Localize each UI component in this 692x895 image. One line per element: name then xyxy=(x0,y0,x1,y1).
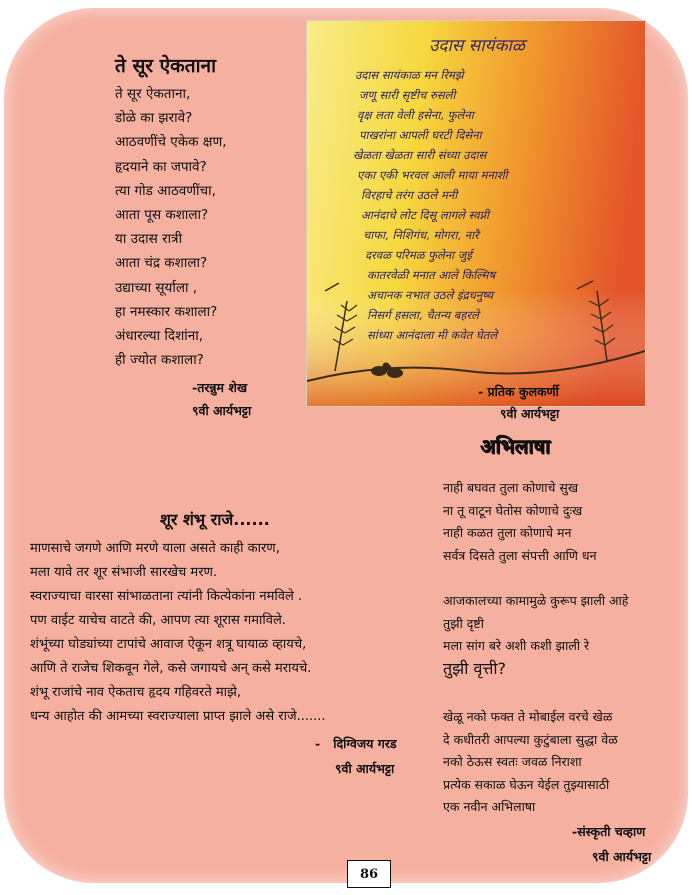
painting-line: सांध्या आनंदाला मी कवेत घेतले xyxy=(367,328,498,342)
poem-line: नको ठेऊस स्वतः जवळ निराशा xyxy=(443,754,582,769)
painting-class: ९वी आर्यभट्टा xyxy=(500,406,560,421)
poem-line: तुझी वृत्ती? xyxy=(443,658,507,678)
painting-line: पाखरांना आपली घरटी दिसेना xyxy=(359,128,482,142)
poem2-stanza-3 xyxy=(443,706,618,819)
painting-line: दरवळ परिमळ फुलेना जुई xyxy=(365,248,472,262)
poem-line: धन्य आहोत की आमच्या स्वराज्याला प्राप्त झाले असे राजे....... xyxy=(30,709,326,724)
poem-line: तुझी दृष्टी xyxy=(443,615,484,631)
poem2-title: अभिलाषा xyxy=(480,434,550,458)
poem-line: नाही कळत तुला कोणाचे मन xyxy=(443,525,572,540)
painting-svg xyxy=(307,21,645,406)
painting-title: उदास सायंकाळ xyxy=(429,36,525,56)
poem3-class: ९वी आर्यभट्टा xyxy=(335,761,395,776)
poem-line: ही ज्योत कशाला? xyxy=(115,352,204,369)
poem-line: ते सूर ऐकताना, xyxy=(115,86,191,102)
poem1-title: ते सूर ऐकताना xyxy=(115,55,216,77)
painting-line: चाफा, निशिगंध, मोगरा, नारै xyxy=(363,228,479,242)
poem-line: आणि ते राजेच शिकवून गेले, कसे जगायचे अन् कसे मरायचे. xyxy=(30,661,312,676)
poem-painting xyxy=(306,20,646,407)
poem-line: स्वराज्याचा वारसा सांभाळताना त्यांनी कित्येकांना नमविले . xyxy=(30,589,303,604)
painting-line: वृक्ष लता वेली हसेना, फुलेना xyxy=(357,108,474,122)
page-number: 86 xyxy=(347,860,391,888)
poem2-author: -संस्कृती चव्हाण xyxy=(572,824,646,839)
painting-line: कातरवेळी मनात आले किल्मिष xyxy=(367,268,496,282)
poem-line: हृदयाने का जपावे? xyxy=(115,158,207,175)
poem2-class: ९वी आर्यभट्टा xyxy=(592,849,652,864)
poem-line: डोळे का झरावे? xyxy=(115,110,193,127)
painting-line: विरहाचे तरंग उठले मनी xyxy=(361,188,458,202)
poem-line: दे कधीतरी आपल्या कुटुंबाला सुद्धा वेळ xyxy=(443,731,618,747)
poem2-stanza-2 xyxy=(443,590,628,680)
painting-line: निसर्ग हसला, चैतन्य बहरले xyxy=(367,308,479,322)
poem-line: माणसाचे जगणे आणि मरणे याला असते काही कारण, xyxy=(30,541,280,556)
poem-line: या उदास रात्री xyxy=(115,231,183,248)
poem-line: ना तू वाटून घेतोस कोणाचे दुःख xyxy=(443,502,583,518)
poem3-author: - दिग्विजय गरड xyxy=(315,736,397,751)
poem-line: अंधारल्या दिशांना, xyxy=(115,328,204,345)
poem-line: उद्याच्या सूर्याला , xyxy=(115,279,198,296)
poem3-body xyxy=(30,537,326,729)
poem-line: शंभू राजांचे नाव ऐकताच हृदय गहिवरते माझे, xyxy=(30,685,241,700)
poem1-class: ९वी आर्यभट्टा xyxy=(192,403,252,418)
poem3-title: शूर शंभू राजे...... xyxy=(160,510,270,529)
painting-line: अचानक नभात उठले इंद्रधनुष्य xyxy=(367,288,493,302)
poem-line: आता चंद्र कशाला? xyxy=(115,255,208,272)
painting-line: खेळता खेळता सारी संध्या उदास xyxy=(353,148,487,162)
poem-line: मला सांग बरे अशी कशी झाली रे xyxy=(443,638,590,653)
poem-line: हा नमस्कार कशाला? xyxy=(115,303,218,320)
poem-line: एक नवीन अभिलाषा xyxy=(443,799,536,814)
poem-line: खेळू नको फक्त ते मोबाईल वरचे खेळ xyxy=(443,709,613,724)
poem1-body xyxy=(115,82,227,372)
painting-line: आनंदाचे लोट दिसू लागले स्वप्नी xyxy=(361,208,490,222)
poem-line: मला यावे तर शूर संभाजी सारखेच मरण. xyxy=(30,565,218,580)
poem2-stanza-1 xyxy=(443,477,597,567)
poem-line: नाही बघवत तुला कोणाचे सुख xyxy=(443,480,579,495)
poem-line: पण वाईट याचेच वाटते की, आपण त्या शूरास गमाविले. xyxy=(30,613,286,628)
poem-line: आता पूस कशाला? xyxy=(115,207,209,224)
poem-line: त्या गोड आठवणींचा, xyxy=(115,182,216,199)
poem-line: आजकालच्या कामामुळे कुरूप झाली आहे xyxy=(443,593,629,608)
poem-line: शंभूंच्या घोड्यांच्या टापांचे आवाज ऐकून शत्रू घायाळ व्हायचे, xyxy=(30,637,307,652)
painting-line: उदास सायंकाळ मन रिमझे xyxy=(355,68,464,82)
painting-line: जणू सारी सृष्टीच रुसली xyxy=(359,88,456,102)
painting-author: - प्रतिक कुलकर्णी xyxy=(478,384,559,399)
poem-line: प्रत्येक सकाळ घेऊन येईल तुझ्यासाठी xyxy=(443,776,610,792)
painting-line: एका एकी भरवल आली माया मनाशी xyxy=(357,168,508,182)
poem1-author: -तरन्नुम शेख xyxy=(192,380,248,395)
painting-author-name: प्रतिक कुलकर्णी xyxy=(487,384,559,399)
poem-line: सर्वत्र दिसते तुला संपत्ती आणि धन xyxy=(443,547,597,563)
poem3-author-name: दिग्विजय गरड xyxy=(333,736,397,751)
poem-line: आठवणींचे एकेक क्षण, xyxy=(115,134,227,151)
